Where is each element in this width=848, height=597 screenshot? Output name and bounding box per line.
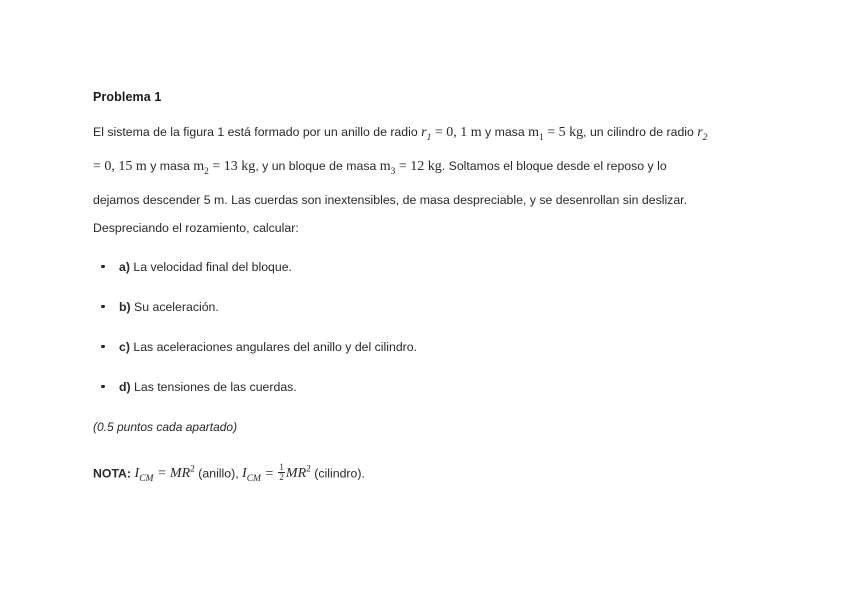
item-text: Su aceleración. xyxy=(130,299,219,314)
inertia-cilindro-mr2: $MR^2$ xyxy=(285,464,311,482)
variable-m3: $m_3$ xyxy=(379,158,396,177)
inertia-anillo-symbol: $I_{CM}$ xyxy=(134,466,154,485)
equation-m1-value: = 5 kg xyxy=(543,125,584,140)
item-letter: b) xyxy=(119,299,131,314)
statement-segment-4: y masa xyxy=(146,158,194,173)
variable-m1: $m_1$ xyxy=(528,125,544,143)
equation-m3-value: = 12 kg xyxy=(395,158,442,174)
page-title: Problema 1 xyxy=(93,90,162,104)
list-item xyxy=(93,378,713,396)
variable-r1: $r_1$ xyxy=(421,125,432,143)
variable-r2: $r_2$ xyxy=(697,125,708,143)
variable-m2: $m_2$ xyxy=(193,158,209,177)
statement-segment-1: El sistema de la figura 1 está formado por un anillo de radio xyxy=(93,125,422,139)
list-item xyxy=(93,298,713,316)
item-letter: d) xyxy=(119,379,131,394)
statement-segment-6: . Soltamos el bloque desde el reposo y lo dejamos descender 5 m. Las cuerdas son inextensibles, de masa despreciable, y se desenrollan sin deslizar. Despreciando el rozamiento, calcular: xyxy=(93,158,687,235)
inertia-cilindro-symbol: $I_{CM}$ xyxy=(242,466,261,485)
nota-line xyxy=(93,460,713,489)
item-text: La velocidad final del bloque. xyxy=(129,259,292,274)
document-content xyxy=(93,90,713,489)
question-list xyxy=(93,258,713,396)
list-item xyxy=(93,258,713,276)
list-item xyxy=(93,338,713,356)
fraction-one-half: $\frac{1}{2}$ xyxy=(279,462,284,483)
equation-m2-value: = 13 kg xyxy=(208,158,256,174)
item-letter: c) xyxy=(119,339,130,354)
item-text: Las aceleraciones angulares del anillo y del cilindro. xyxy=(129,339,418,354)
statement-segment-2: y masa xyxy=(481,125,529,139)
statement-segment-3: , un cilindro de radio xyxy=(583,125,698,139)
inertia-anillo-equation: = $MR^2$ xyxy=(153,464,195,482)
inertia-cilindro-caption: (cilindro). xyxy=(310,466,365,481)
inertia-cilindro-equals: = xyxy=(260,466,278,482)
item-text: Las tensiones de las cuerdas. xyxy=(130,379,297,394)
nota-label: NOTA: xyxy=(93,466,132,481)
inertia-anillo-caption: (anillo), xyxy=(194,466,243,481)
scoring-note: (0.5 puntos cada apartado) xyxy=(93,419,238,434)
item-letter: a) xyxy=(119,259,130,274)
equation-r2-value: = 0, 15 m xyxy=(93,158,147,174)
equation-r1-value: = 0, 1 m xyxy=(431,125,482,140)
problem-statement-paragraph xyxy=(93,118,713,242)
statement-segment-5: , y un bloque de masa xyxy=(255,158,380,173)
